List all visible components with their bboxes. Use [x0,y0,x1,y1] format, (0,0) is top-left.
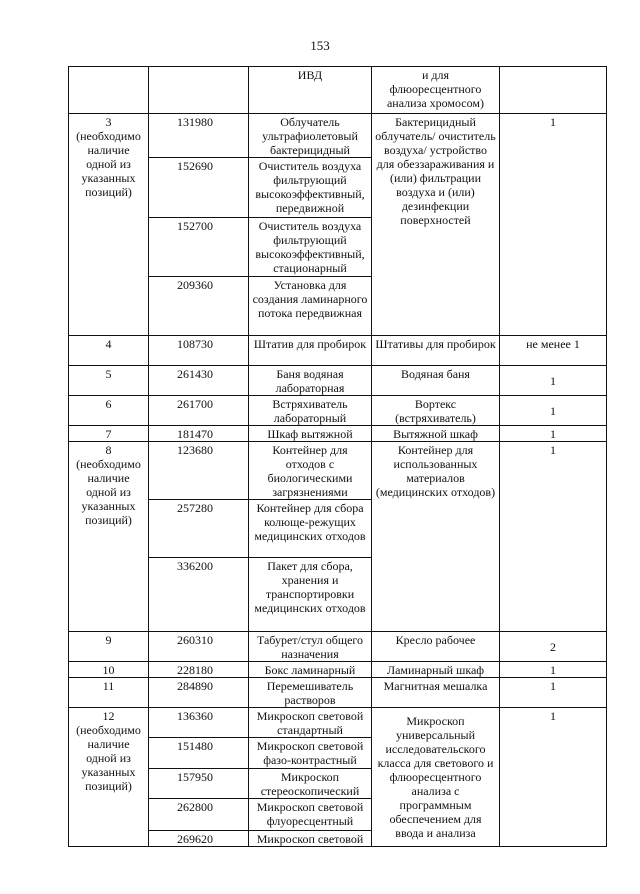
qty-cell: 1 [500,366,607,396]
analog-cell: Кресло рабочее [372,632,500,662]
name-cell: Баня водяная лабораторная [249,366,372,396]
analog-cell: Вортекс (встряхиватель) [372,396,500,426]
name-cell: Встряхиватель лабораторный [249,396,372,426]
name-cell: Табурет/стул общего назначения [249,632,372,662]
num-cell: 7 [69,426,149,442]
qty-cell [500,67,607,114]
num-cell: 11 [69,678,149,708]
table-row [69,708,607,738]
table-row [69,442,607,500]
num-cell: 3 (необходимо наличие одной из указанных позиций) [69,114,149,336]
code-cell: 123680 [149,442,249,500]
name-cell: Микроскоп световой фазо-контрастный [249,738,372,769]
table-row [69,67,607,114]
code-cell [149,67,249,114]
code-cell: 152700 [149,218,249,277]
code-cell: 152690 [149,158,249,218]
analog-cell: Водяная баня [372,366,500,396]
table-row [69,662,607,678]
name-cell: ИВД [249,67,372,114]
code-cell: 336200 [149,558,249,632]
table-row [69,426,607,442]
analog-cell: Контейнер для использованных материалов (медицинских отходов) [372,442,500,632]
code-cell: 108730 [149,336,249,366]
name-cell: Микроскоп световой флуоресцентный [249,799,372,831]
table-row [69,396,607,426]
code-cell: 261700 [149,396,249,426]
table-row [69,678,607,708]
qty-cell: 1 [500,114,607,336]
name-cell: Перемешиватель растворов [249,678,372,708]
qty-cell: 1 [500,426,607,442]
code-cell: 284890 [149,678,249,708]
num-cell: 10 [69,662,149,678]
table-row [69,632,607,662]
name-cell: Микроскоп световой [249,831,372,847]
name-cell: Шкаф вытяжной [249,426,372,442]
analog-cell: Микроскоп универсальный исследовательского класса для светового и флюоресцентного анализа с программным обеспечением для ввода и анализа [372,708,500,847]
qty-cell: 1 [500,442,607,632]
num-cell: 8 (необходимо наличие одной из указанных позиций) [69,442,149,632]
code-cell: 261430 [149,366,249,396]
num-cell: 6 [69,396,149,426]
page-number: 153 [310,38,330,53]
num-cell: 9 [69,632,149,662]
qty-cell: не менее 1 [500,336,607,366]
name-cell: Очиститель воздуха фильтрующий высокоэффективный, стационарный [249,218,372,277]
qty-cell: 1 [500,662,607,678]
code-cell: 228180 [149,662,249,678]
analog-cell: Бактерицидный облучатель/ очиститель воздуха/ устройство для обеззараживания и (или) фильтрации воздуха и (или) дезинфекции поверхностей [372,114,500,336]
code-cell: 131980 [149,114,249,158]
code-cell: 181470 [149,426,249,442]
analog-cell: Магнитная мешалка [372,678,500,708]
table-row [69,114,607,158]
qty-cell: 1 [500,708,607,847]
code-cell: 136360 [149,708,249,738]
name-cell: Микроскоп световой стандартный [249,708,372,738]
code-cell: 157950 [149,769,249,799]
num-cell: 5 [69,366,149,396]
table-row [69,336,607,366]
name-cell: Установка для создания ламинарного потока передвижная [249,277,372,336]
name-cell: Микроскоп стереоскопический [249,769,372,799]
equipment-table [68,66,607,847]
analog-cell: Ламинарный шкаф [372,662,500,678]
table-row [69,366,607,396]
name-cell: Пакет для сбора, хранения и транспортировки медицинских отходов [249,558,372,632]
qty-cell: 1 [500,396,607,426]
analog-cell: и для флюоресцентного анализа хромосом) [372,67,500,114]
qty-cell: 2 [500,632,607,662]
code-cell: 151480 [149,738,249,769]
num-cell: 4 [69,336,149,366]
code-cell: 257280 [149,500,249,558]
code-cell: 209360 [149,277,249,336]
code-cell: 262800 [149,799,249,831]
code-cell: 260310 [149,632,249,662]
analog-cell: Штативы для пробирок [372,336,500,366]
name-cell: Очиститель воздуха фильтрующий высокоэффективный, передвижной [249,158,372,218]
name-cell: Штатив для пробирок [249,336,372,366]
name-cell: Облучатель ультрафиолетовый бактерицидный [249,114,372,158]
code-cell: 269620 [149,831,249,847]
qty-cell: 1 [500,678,607,708]
analog-cell: Вытяжной шкаф [372,426,500,442]
name-cell: Контейнер для отходов с биологическими загрязнениями [249,442,372,500]
num-cell: 12 (необходимо наличие одной из указанных позиций) [69,708,149,847]
name-cell: Контейнер для сбора колюще-режущих медицинских отходов [249,500,372,558]
name-cell: Бокс ламинарный [249,662,372,678]
num-cell [69,67,149,114]
